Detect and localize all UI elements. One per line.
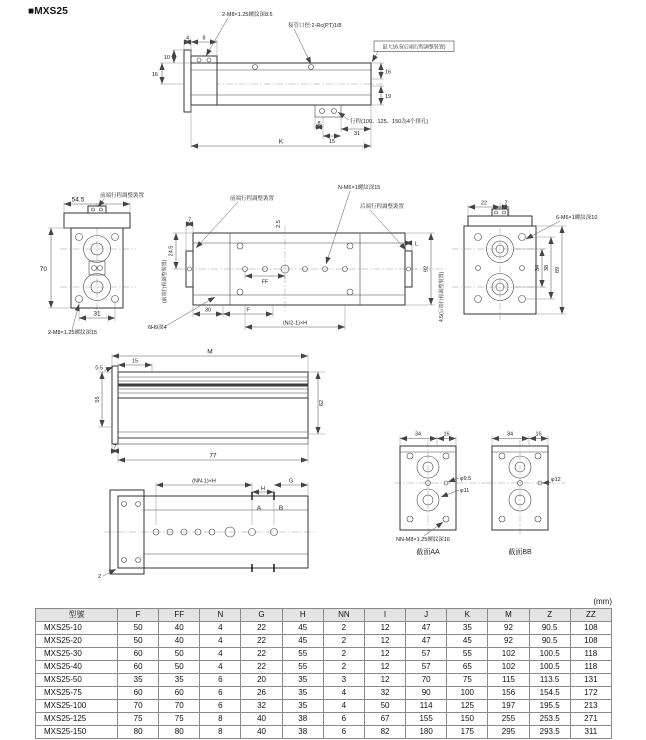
value-cell: 255 (488, 713, 529, 726)
table-row (36, 726, 612, 739)
value-cell: 12 (364, 674, 405, 687)
table-header-cell: K (447, 609, 488, 622)
section-title: 截面BB (508, 549, 532, 556)
flange-outline (64, 213, 130, 228)
table-header-cell: H (282, 609, 323, 622)
page-title: ■MXS25 (28, 6, 69, 17)
value-cell: 100 (447, 687, 488, 700)
table-row (36, 700, 612, 713)
value-cell: 113.5 (529, 674, 570, 687)
value-cell: 45 (447, 635, 488, 648)
value-cell: 102 (488, 661, 529, 674)
dim-label: 19 (385, 94, 392, 100)
dim-label: 16 (151, 72, 158, 78)
dim-label: 62 (319, 399, 325, 407)
table-row (36, 687, 612, 700)
dim-label: 38 (544, 264, 550, 272)
dim-label: 31 (93, 310, 101, 318)
value-cell: 12 (364, 622, 405, 635)
value-cell: 12 (364, 661, 405, 674)
side-profile-view (95, 349, 325, 464)
dim-label: (NN-1)×H (192, 478, 216, 485)
value-cell: 35 (282, 700, 323, 713)
value-cell: 22 (241, 635, 282, 648)
dim-label: 34 (506, 431, 514, 438)
value-cell: 35 (118, 674, 159, 687)
rear-end-view (452, 201, 597, 321)
callout-port-label: 接管口徑:2-Rc(PT)1/8 (288, 23, 342, 29)
value-cell: 6 (323, 726, 364, 739)
model-cell: MXS25-150 (36, 726, 118, 739)
value-cell: 38 (282, 726, 323, 739)
value-cell: 45 (282, 635, 323, 648)
dim-label: L (415, 241, 419, 248)
value-cell: 6 (323, 713, 364, 726)
value-cell: 20 (241, 674, 282, 687)
dim-label: 0.5 (95, 365, 103, 372)
value-cell: 156 (488, 687, 529, 700)
value-cell: 22 (241, 648, 282, 661)
callout-max-note: 最大16.5(后端行程調整裝置) (382, 44, 446, 51)
value-cell: 180 (406, 726, 447, 739)
callout-thread-label: NN-M8×1.25螺紋深16 (396, 537, 450, 543)
dim-label: 77 (209, 452, 217, 460)
value-cell: 125 (447, 700, 488, 713)
value-cell: 57 (406, 661, 447, 674)
dim-label: 4 (185, 35, 190, 42)
rear-adjuster-outline (405, 251, 412, 287)
value-cell: 4 (323, 687, 364, 700)
value-cell: 100.5 (529, 661, 570, 674)
model-cell: MXS25-50 (36, 674, 118, 687)
callout-adjuster-label: 前端行程調整裝置 (100, 193, 145, 199)
value-cell: 35 (159, 674, 200, 687)
dim-label: 34 (535, 264, 541, 272)
value-cell: 150 (447, 713, 488, 726)
value-cell: 102 (488, 648, 529, 661)
model-cell: MXS25-125 (36, 713, 118, 726)
dim-label: K (278, 138, 284, 146)
end-plate-outline (112, 366, 118, 444)
value-cell: 12 (364, 635, 405, 648)
value-cell: 60 (118, 648, 159, 661)
value-cell: 40 (241, 713, 282, 726)
hole-dia-label: φ9.5 (460, 476, 472, 482)
dim-label: 34 (414, 431, 422, 438)
value-cell: 4 (200, 661, 241, 674)
value-cell: 6 (200, 700, 241, 713)
value-cell: 60 (118, 661, 159, 674)
table-header-cell: J (406, 609, 447, 622)
end-plate-outline (184, 50, 191, 112)
callout-thread-label: N-M6×1螺紋深15 (338, 185, 381, 191)
callout-front-adjuster: 前端行程調整裝置 (230, 196, 275, 202)
callout-thread-label: 2-M8×1.25螺紋深8.5 (222, 12, 273, 18)
value-cell: 115 (488, 674, 529, 687)
callout-thread-label: 6-M6×1螺紋深10 (556, 215, 598, 221)
value-cell: 154.5 (529, 687, 570, 700)
section-title: 截面AA (416, 549, 440, 556)
value-cell: 50 (118, 635, 159, 648)
value-cell: 4 (200, 635, 241, 648)
value-cell: 75 (159, 713, 200, 726)
unit-note: (mm) (593, 597, 612, 606)
table-header-cell: I (364, 609, 405, 622)
value-cell: 55 (282, 661, 323, 674)
value-cell: 4 (323, 700, 364, 713)
value-cell: 26 (241, 687, 282, 700)
value-cell: 2 (323, 661, 364, 674)
dim-label: 92 (423, 265, 430, 273)
value-cell: 60 (159, 687, 200, 700)
model-cell: MXS25-100 (36, 700, 118, 713)
table-header-cell: G (241, 609, 282, 622)
value-cell: 175 (447, 726, 488, 739)
value-cell: 35 (447, 622, 488, 635)
hole-dia-label: φ11 (460, 488, 470, 494)
value-cell: 50 (159, 661, 200, 674)
table-header-row (36, 609, 612, 622)
dim-label: H (261, 486, 265, 492)
value-cell: 75 (118, 713, 159, 726)
value-cell: 2 (323, 622, 364, 635)
value-cell: 4 (200, 648, 241, 661)
value-cell: 293.5 (529, 726, 570, 739)
front-end-view (40, 191, 145, 336)
value-cell: 2 (323, 635, 364, 648)
dim-label: 15 (131, 358, 139, 365)
value-cell: 6 (200, 687, 241, 700)
model-cell: MXS25-30 (36, 648, 118, 661)
value-cell: 172 (570, 687, 611, 700)
value-cell: 80 (118, 726, 159, 739)
dim-label: 8 (317, 121, 321, 127)
dim-label: 16 (535, 431, 542, 438)
table-header-cell: Z (529, 609, 570, 622)
dim-label: 24.5 (168, 245, 175, 257)
value-cell: 70 (406, 674, 447, 687)
value-cell: 70 (159, 700, 200, 713)
section-aa-view (394, 432, 486, 557)
value-cell: 22 (241, 622, 282, 635)
value-cell: 47 (406, 635, 447, 648)
dim-label: 54.5 (71, 196, 85, 204)
value-cell: 90.5 (529, 635, 570, 648)
model-cell: MXS25-75 (36, 687, 118, 700)
side-elevation-view (152, 10, 454, 148)
dim-label: 70 (39, 266, 47, 273)
value-cell: 70 (118, 700, 159, 713)
table-header-cell: NN (323, 609, 364, 622)
value-cell: 50 (118, 622, 159, 635)
value-cell: 32 (364, 687, 405, 700)
dim-label: 2 (97, 574, 101, 580)
value-cell: 45 (282, 622, 323, 635)
value-cell: 40 (159, 622, 200, 635)
value-cell: 3 (323, 674, 364, 687)
value-cell: 32 (241, 700, 282, 713)
section-bb-view (486, 432, 566, 557)
value-cell: 35 (282, 674, 323, 687)
value-cell: 155 (406, 713, 447, 726)
callout-slot-label: 6H9深4 (148, 325, 167, 331)
value-cell: 100.5 (529, 648, 570, 661)
value-cell: 92 (488, 622, 529, 635)
value-cell: 2 (323, 648, 364, 661)
section-marker-a: A (256, 505, 262, 512)
hole-pitch-label: FF (261, 279, 269, 286)
value-cell: 55 (447, 648, 488, 661)
dim-label: 10 (163, 55, 170, 61)
value-cell: 38 (282, 713, 323, 726)
value-cell: 67 (364, 713, 405, 726)
value-cell: 75 (447, 674, 488, 687)
dimension-table (35, 608, 612, 739)
dim-label: M (207, 348, 213, 356)
value-cell: 57 (406, 648, 447, 661)
value-cell: 92 (488, 635, 529, 648)
side-note-right: 4.5(后端行程調整裝置) (439, 271, 445, 322)
table-row (36, 674, 612, 687)
value-cell: 90.5 (529, 622, 570, 635)
dim-label: 7 (187, 217, 192, 224)
value-cell: 108 (570, 635, 611, 648)
value-cell: 40 (159, 635, 200, 648)
rail-groove (118, 384, 308, 387)
value-cell: 4 (200, 622, 241, 635)
dim-label: 30 (204, 307, 212, 314)
value-cell: 108 (570, 622, 611, 635)
value-cell: 114 (406, 700, 447, 713)
table-row (36, 622, 612, 635)
table-header-cell: N (200, 609, 241, 622)
dim-label: 7 (504, 200, 508, 207)
value-cell: 82 (364, 726, 405, 739)
callout-stroke-note: 行程(100、125、150為4个排孔) (350, 119, 429, 125)
value-cell: 8 (200, 713, 241, 726)
dim-label: 7 (113, 444, 117, 451)
dim-label: 16 (385, 69, 392, 76)
hole-dia-label: φ12 (551, 477, 561, 483)
value-cell: 8 (200, 726, 241, 739)
value-cell: 55 (282, 648, 323, 661)
dim-label: G (288, 478, 294, 485)
value-cell: 197 (488, 700, 529, 713)
table-body (36, 622, 612, 739)
table-header-cell: F (118, 609, 159, 622)
value-cell: 311 (570, 726, 611, 739)
table-row (36, 713, 612, 726)
model-cell: MXS25-40 (36, 661, 118, 674)
table-row (36, 648, 612, 661)
dim-label: 22 (480, 200, 488, 207)
dim-label: 16 (443, 431, 450, 438)
dim-label: 2.5 (276, 220, 282, 228)
table-header-cell: ZZ (570, 609, 611, 622)
value-cell: 40 (241, 726, 282, 739)
callout-rear-adjuster: 后端行程調整裝置 (360, 204, 405, 210)
value-cell: 6 (200, 674, 241, 687)
dim-label: 8 (202, 35, 206, 42)
section-marker-b: B (278, 505, 284, 512)
value-cell: 90 (406, 687, 447, 700)
dim-label: 55 (95, 396, 101, 403)
value-cell: 253.5 (529, 713, 570, 726)
model-cell: MXS25-20 (36, 635, 118, 648)
plan-view (148, 183, 446, 331)
value-cell: 12 (364, 648, 405, 661)
dim-label: 31 (353, 131, 361, 137)
value-cell: 118 (570, 648, 611, 661)
callout-thread-label: 2-M8×1.25螺紋深15 (48, 330, 98, 336)
side-note-left: (前端行程調整裝置) (162, 259, 168, 303)
value-cell: 80 (159, 726, 200, 739)
table-row (36, 661, 612, 674)
value-cell: 295 (488, 726, 529, 739)
value-cell: 35 (282, 687, 323, 700)
value-cell: 50 (159, 648, 200, 661)
front-adjuster-outline (186, 251, 193, 287)
bottom-view (98, 479, 316, 581)
table-row (36, 635, 612, 648)
value-cell: 271 (570, 713, 611, 726)
model-cell: MXS25-10 (36, 622, 118, 635)
dim-label: 15 (328, 139, 336, 145)
value-cell: 50 (364, 700, 405, 713)
value-cell: 65 (447, 661, 488, 674)
value-cell: 47 (406, 622, 447, 635)
dim-label: 89 (555, 266, 561, 274)
table-header-cell: M (488, 609, 529, 622)
table-header-cell: FF (159, 609, 200, 622)
table-header-cell: 型號 (36, 609, 118, 622)
dim-label: (N/2-1)×H (282, 320, 308, 327)
value-cell: 131 (570, 674, 611, 687)
value-cell: 22 (241, 661, 282, 674)
value-cell: 118 (570, 661, 611, 674)
dim-label: F (246, 307, 250, 314)
value-cell: 213 (570, 700, 611, 713)
value-cell: 195.5 (529, 700, 570, 713)
value-cell: 60 (118, 687, 159, 700)
